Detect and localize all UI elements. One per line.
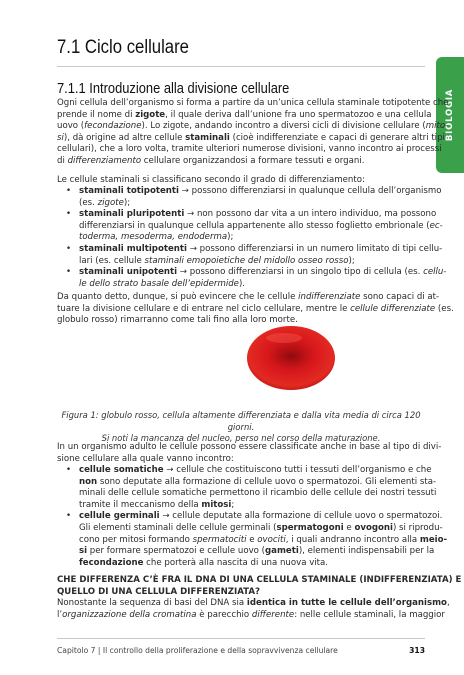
bold-term: mitosi [201, 499, 232, 510]
bold-term: gameti [265, 546, 299, 557]
text-line [79, 256, 425, 268]
italic-term: ec- [429, 220, 443, 231]
bullet-icon: • [66, 243, 72, 254]
text-line [57, 303, 454, 316]
text-line [79, 209, 437, 221]
text-line [79, 488, 437, 500]
text-run: → possono differenziarsi in qualunque cellula dell’organismo [178, 186, 442, 196]
text-run: Gli elementi staminali delle cellule germinali ( [79, 522, 277, 533]
text-line [57, 109, 432, 122]
text-run: : nelle cellule staminali, la maggior [294, 609, 445, 620]
italic-term: organizzazione della cromatina [62, 609, 197, 620]
text-line [79, 198, 425, 210]
text-line [79, 500, 425, 512]
text-run: cellulare organizzandosi a formare tessuti e organi. [141, 155, 365, 166]
text-line [79, 558, 425, 570]
text-run: (es. [79, 197, 98, 208]
bullet-item [57, 209, 443, 244]
text-line [57, 156, 425, 168]
text-run: ); [348, 255, 355, 266]
text-run: sione cellulare alla quale vanno incontro: [57, 453, 234, 464]
bold-term: staminali totipotenti [79, 186, 179, 196]
differentiation-paragraph [57, 292, 454, 327]
text-run: → cellule deputate alla formazione di cellule uovo o spermatozoi. [159, 511, 443, 522]
text-run: sono capaci di at- [360, 292, 440, 302]
subject-label: BIOLOGIA [445, 88, 455, 142]
text-line [79, 511, 443, 523]
bullet-icon: • [66, 511, 72, 522]
bullet-item [57, 243, 443, 267]
cell-type-list [57, 465, 448, 569]
italic-term: si [57, 132, 64, 143]
bold-term: zigote [135, 109, 166, 120]
text-run: → possono differenziarsi in un singolo tipo di cellula (es. [177, 267, 424, 278]
text-line [57, 144, 442, 156]
text-line [79, 465, 432, 477]
page-number: 313 [409, 646, 425, 655]
bold-term: meio- [419, 534, 448, 545]
italic-term: indifferenziate [298, 292, 361, 302]
text-run: lari (es. cellule [79, 255, 145, 266]
text-run: cellulari), che a loro volta, tramite ulteriori numerose divisioni, vanno incontro ai processi [57, 144, 442, 155]
text-run: tuare la divisione cellulare e di entrare nel ciclo cellulare, mentre le [57, 303, 351, 314]
red-blood-cell-image [246, 320, 336, 395]
text-run: cono per mitosi formando [79, 534, 193, 545]
text-line [79, 522, 443, 535]
text-run: In un organismo adulto le cellule possono essere classificate anche in base al tipo di divi- [57, 442, 442, 452]
bullet-icon: • [66, 465, 72, 475]
text-run: globulo rosso) rimarranno come tali fino alla loro morte. [57, 315, 298, 326]
text-run: ); [123, 197, 131, 208]
footer-chapter: Capitolo 7 | Il controllo della proliferazione e della sopravvivenza cellulare [57, 646, 338, 655]
chapter-heading: 7.1 Ciclo cellulare [57, 37, 189, 58]
italic-term: toderma, mesoderma, endoderma [79, 232, 228, 243]
italic-term: zigote [97, 197, 124, 208]
bullet-item [57, 511, 448, 569]
bullet-item [57, 186, 442, 209]
text-run: (es. [435, 303, 454, 314]
text-run: è parecchio [196, 609, 252, 620]
text-run: tramite il meccanismo della [79, 499, 202, 510]
caption-line: Figura 1: globulo rosso, cellula altamente differenziata e dalla vita media di circa 120 giorni. [61, 410, 421, 432]
text-run: di [57, 155, 68, 166]
bold-term: non [79, 476, 98, 487]
text-line [79, 220, 443, 233]
footer-divider [57, 638, 425, 639]
italic-term: spermatociti [192, 534, 247, 545]
bullet-icon: • [66, 186, 72, 196]
text-line [57, 98, 449, 110]
question-line: CHE DIFFERENZA C’È FRA IL DNA DI UNA CELLULA STAMINALE (INDIFFERENZIATA) E [57, 575, 462, 585]
text-run: , i quali andranno incontro alla [285, 534, 420, 545]
italic-term: cellu- [423, 267, 447, 278]
text-run: ; [231, 499, 235, 510]
text-line [79, 476, 437, 489]
text-run: sono deputate alla formazione di cellule uovo o spermatozoi. Gli elementi sta- [97, 476, 437, 487]
text-line [79, 279, 425, 291]
text-run: ) si riprodu- [392, 522, 443, 533]
text-line [57, 442, 442, 454]
text-line [57, 132, 445, 145]
text-run: , il quale deriva dall’unione fra uno spermatozoo e una cellula [165, 109, 432, 120]
text-run: → possono differenziarsi in un numero limitato di tipi cellu- [186, 243, 443, 254]
text-line [57, 121, 449, 133]
text-run: che porterà alla nascita di una nuova vita. [143, 557, 329, 568]
question-line: QUELLO DI UNA CELLULA DIFFERENZIATA? [57, 586, 261, 597]
bold-term: si [79, 546, 88, 557]
section-heading: 7.1.1 Introduzione alla divisione cellulare [57, 80, 290, 97]
question-heading [57, 575, 462, 598]
text-run: ). [238, 278, 246, 289]
italic-term: le dello strato basale dell’epidermide [79, 278, 239, 289]
text-line [57, 598, 450, 610]
bold-term: staminali unipotenti [79, 267, 178, 278]
italic-term: differenziamento [67, 155, 142, 166]
text-run: e [246, 534, 258, 545]
italic-term: ovociti [257, 534, 286, 545]
text-run: , [446, 598, 450, 608]
division-type-paragraph [57, 442, 442, 465]
bold-term: staminali multipotenti [79, 243, 187, 254]
intro-paragraph [57, 98, 449, 168]
text-run: minali delle cellule somatiche permettono il ricambio delle cellule dei nostri tessuti [79, 488, 437, 499]
text-run: Ogni cellula dell’organismo si forma a partire da un’unica cellula staminale totipotente che [57, 98, 449, 108]
text-line [79, 186, 442, 198]
text-run: prende il nome di [57, 109, 136, 120]
bullet-item [57, 267, 447, 290]
bullet-item [57, 465, 437, 511]
stem-cell-list [57, 186, 447, 290]
bold-term: staminali [185, 132, 230, 143]
text-line [79, 546, 435, 558]
text-line [79, 243, 443, 256]
text-run: ). Lo zigote, andando incontro a diversi cicli di divisione cellulare ( [141, 121, 426, 132]
figure-caption [57, 410, 425, 445]
italic-term: differente [251, 609, 295, 620]
bold-term: identica in tutte le cellule dell’organismo [246, 598, 447, 608]
italic-term: mito- [425, 121, 449, 132]
text-run: Nonostante la sequenza di basi del DNA sia [57, 598, 247, 608]
dna-paragraph [57, 598, 450, 621]
text-line [79, 534, 448, 547]
bullet-icon: • [66, 209, 72, 220]
text-run: (cioè indifferenziate e capaci di generare altri tipi [229, 132, 445, 143]
page-footer [57, 646, 425, 655]
bold-term: spermatogoni [276, 522, 344, 533]
text-run: ), dà origine ad altre cellule [63, 132, 186, 143]
text-line [57, 609, 445, 622]
italic-term: staminali emopoietiche del midollo osseo rosso [144, 255, 349, 266]
text-run: Da quanto detto, dunque, si può evincere che le cellule [57, 292, 299, 302]
text-line [57, 315, 425, 327]
bold-term: cellule germinali [79, 511, 160, 522]
text-run: uovo ( [57, 121, 85, 132]
text-run: differenziarsi in qualunque cellula appartenente allo stesso foglietto embrionale ( [79, 220, 430, 231]
italic-term: fecondazione [84, 121, 142, 132]
bold-term: fecondazione [79, 557, 144, 568]
text-run: ), elementi indispensabili per la [298, 546, 435, 557]
classification-intro: Le cellule staminali si classificano secondo il grado di differenziamento: [57, 175, 365, 185]
text-line [57, 454, 425, 466]
text-run: e [343, 522, 355, 533]
heading-divider [57, 66, 425, 67]
text-run: per formare spermatozoi e cellule uovo ( [87, 546, 266, 557]
bold-term: cellule somatiche [79, 465, 164, 475]
text-run: → non possono dar vita a un intero individuo, ma possono [184, 209, 437, 220]
text-run: l’ [57, 609, 63, 620]
text-line [79, 267, 447, 279]
text-run: → cellule che costituiscono tutti i tessuti dell’organismo e che [163, 465, 432, 475]
bullet-icon: • [66, 267, 72, 278]
bold-term: ovogoni [354, 522, 393, 533]
text-run: ); [227, 232, 234, 243]
subject-side-tab [436, 57, 464, 173]
text-line [57, 292, 440, 304]
caption-line: Si noti la mancanza del nucleo, perso nel corso della maturazione. [101, 433, 381, 444]
bold-term: staminali pluripotenti [79, 209, 185, 220]
text-line [79, 232, 425, 244]
italic-term: cellule differenziate [350, 303, 436, 314]
